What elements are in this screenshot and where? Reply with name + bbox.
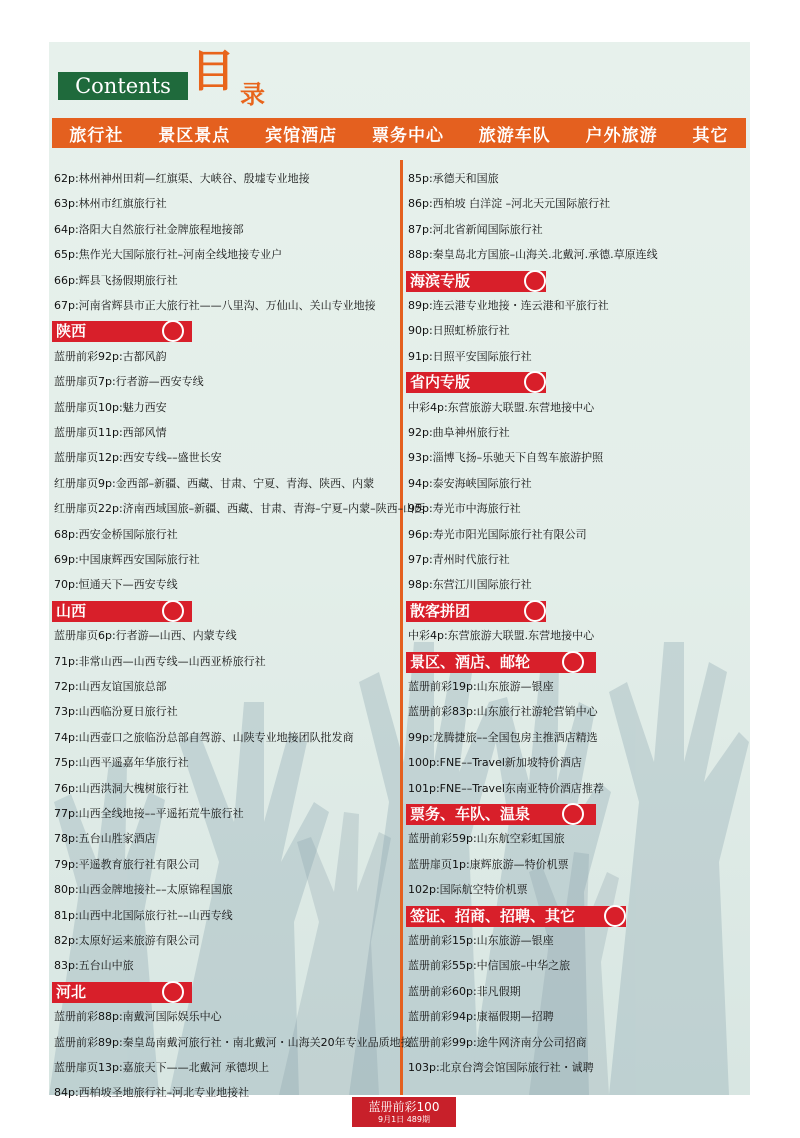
toc-entry[interactable]: 蓝册前彩83p:山东旅行社游轮营销中心 xyxy=(408,705,598,718)
toc-entry[interactable]: 87p:河北省新闻国际旅行社 xyxy=(408,223,543,236)
toc-entry[interactable]: 93p:淄博飞扬–乐驰天下自驾车旅游护照 xyxy=(408,451,604,464)
toc-entry[interactable]: 中彩4p:东营旅游大联盟.东营地接中心 xyxy=(408,629,595,642)
toc-entry[interactable]: 红册扉页22p:济南西域国旅–新疆、西藏、甘肃、青海–宁夏–内蒙–陕西–山西 xyxy=(54,502,426,515)
section-title: 陕西 xyxy=(56,322,87,340)
toc-entry[interactable]: 蓝册扉页7p:行者游—西安专线 xyxy=(54,375,204,388)
footer-page-label: 蓝册前彩100 xyxy=(368,1100,440,1114)
toc-entry[interactable]: 101p:FNE––Travel东南亚特价酒店推荐 xyxy=(408,782,604,795)
section-title: 海滨专版 xyxy=(410,272,471,290)
toc-entry[interactable]: 75p:山西平遥嘉年华旅行社 xyxy=(54,756,189,769)
toc-entry[interactable]: 蓝册前彩15p:山东旅游—银座 xyxy=(408,934,554,947)
toc-entry[interactable]: 77p:山西全线地接––平遥拓荒牛旅行社 xyxy=(54,807,244,820)
toc-entry[interactable]: 71p:非常山西—山西专线—山西亚桥旅行社 xyxy=(54,655,266,668)
section-title: 河北 xyxy=(56,983,87,1001)
section-circle-icon xyxy=(604,905,626,927)
nav-travel-agency[interactable]: 旅行社 xyxy=(69,125,124,146)
toc-entry[interactable]: 蓝册前彩88p:南戴河国际娱乐中心 xyxy=(54,1010,222,1023)
section-circle-icon xyxy=(562,803,584,825)
toc-entry[interactable]: 85p:承德天和国旅 xyxy=(408,172,499,185)
section-circle-icon xyxy=(162,320,184,342)
toc-entry[interactable]: 蓝册扉页6p:行者游—山西、内蒙专线 xyxy=(54,629,237,642)
nav-hotels[interactable]: 宾馆酒店 xyxy=(265,125,338,146)
toc-entry[interactable]: 92p:曲阜神州旅行社 xyxy=(408,426,510,439)
footer-issue-date: 9月1日 489期 xyxy=(378,1115,430,1124)
toc-entry[interactable]: 蓝册前彩94p:康福假期—招聘 xyxy=(408,1010,554,1023)
toc-entry[interactable]: 90p:日照虹桥旅行社 xyxy=(408,324,510,337)
toc-entry[interactable]: 94p:泰安海峡国际旅行社 xyxy=(408,477,532,490)
nav-scenic-spots[interactable]: 景区景点 xyxy=(158,125,231,146)
toc-entry[interactable]: 96p:寿光市阳光国际旅行社有限公司 xyxy=(408,528,587,541)
section-circle-icon xyxy=(524,600,546,622)
toc-entry[interactable]: 79p:平遥教育旅行社有限公司 xyxy=(54,858,200,871)
nav-other[interactable]: 其它 xyxy=(692,125,729,146)
toc-entry[interactable]: 81p:山西中北国际旅行社––山西专线 xyxy=(54,909,233,922)
toc-entry[interactable]: 66p:辉县飞扬假期旅行社 xyxy=(54,274,178,287)
section-circle-icon xyxy=(162,981,184,1003)
toc-entry[interactable]: 86p:西柏坡 白洋淀 –河北天元国际旅行社 xyxy=(408,197,611,210)
toc-entry[interactable]: 蓝册前彩92p:古都风韵 xyxy=(54,350,167,363)
toc-entry[interactable]: 73p:山西临汾夏日旅行社 xyxy=(54,705,178,718)
section-title: 票务、车队、温泉 xyxy=(410,805,531,823)
toc-entry[interactable]: 100p:FNE––Travel新加坡特价酒店 xyxy=(408,756,582,769)
toc-entry[interactable]: 蓝册前彩99p:途牛网济南分公司招商 xyxy=(408,1036,587,1049)
toc-entry[interactable]: 蓝册前彩55p:中信国旅–中华之旅 xyxy=(408,959,571,972)
toc-entry[interactable]: 70p:恒通天下—西安专线 xyxy=(54,578,178,591)
toc-entry[interactable]: 蓝册前彩59p:山东航空彩虹国旅 xyxy=(408,832,565,845)
section-title: 省内专版 xyxy=(410,373,471,391)
toc-entry[interactable]: 69p:中国康辉西安国际旅行社 xyxy=(54,553,200,566)
toc-entry[interactable]: 95p:寿光市中海旅行社 xyxy=(408,502,521,515)
toc-entry[interactable]: 84p:西柏坡圣地旅行社–河北专业地接社 xyxy=(54,1086,250,1099)
toc-entry[interactable]: 80p:山西金牌地接社––太原锦程国旅 xyxy=(54,883,233,896)
contents-title-char-1: 目 xyxy=(191,46,235,97)
toc-entry[interactable]: 91p:日照平安国际旅行社 xyxy=(408,350,532,363)
section-title: 山西 xyxy=(56,602,87,620)
nav-outdoor-travel[interactable]: 户外旅游 xyxy=(585,125,658,146)
toc-entry[interactable]: 89p:连云港专业地接・连云港和平旅行社 xyxy=(408,299,609,312)
toc-entry[interactable]: 68p:西安金桥国际旅行社 xyxy=(54,528,178,541)
toc-entry[interactable]: 蓝册扉页12p:西安专线––盛世长安 xyxy=(54,451,222,464)
toc-entry[interactable]: 88p:秦皇岛北方国旅–山海关.北戴河.承德.草原连线 xyxy=(408,248,658,261)
toc-entry[interactable]: 蓝册前彩19p:山东旅游—银座 xyxy=(408,680,554,693)
column-divider xyxy=(400,160,403,1095)
toc-entry[interactable]: 82p:太原好运来旅游有限公司 xyxy=(54,934,200,947)
toc-entry[interactable]: 63p:林州市红旗旅行社 xyxy=(54,197,167,210)
toc-entry[interactable]: 65p:焦作光大国际旅行社–河南全线地接专业户 xyxy=(54,248,283,261)
section-title: 景区、酒店、邮轮 xyxy=(410,653,531,671)
toc-entry[interactable]: 中彩4p:东营旅游大联盟.东营地接中心 xyxy=(408,401,595,414)
category-nav-bar xyxy=(52,118,746,148)
toc-entry[interactable]: 72p:山西友谊国旅总部 xyxy=(54,680,167,693)
toc-entry[interactable]: 97p:青州时代旅行社 xyxy=(408,553,510,566)
toc-entry[interactable]: 红册扉页9p:金西部–新疆、西藏、甘肃、宁夏、青海、陕西、内蒙 xyxy=(54,477,375,490)
toc-entry[interactable]: 64p:洛阳大自然旅行社金牌旅程地接部 xyxy=(54,223,244,236)
toc-entry[interactable]: 103p:北京台湾会馆国际旅行社・诚聘 xyxy=(408,1061,594,1074)
toc-entry[interactable]: 78p:五台山胜家酒店 xyxy=(54,832,156,845)
toc-entry[interactable]: 99p:龙腾捷旅––全国包房主推酒店精选 xyxy=(408,731,598,744)
toc-entry[interactable]: 蓝册前彩89p:秦皇岛南戴河旅行社・南北戴河・山海关20年专业品质地接 xyxy=(54,1036,412,1049)
toc-entry[interactable]: 62p:林州神州田莉—红旗渠、大峡谷、殷墟专业地接 xyxy=(54,172,310,185)
toc-entry[interactable]: 蓝册扉页13p:嘉旅天下——北戴河 承德坝上 xyxy=(54,1061,270,1074)
section-title: 签证、招商、招聘、其它 xyxy=(410,907,576,925)
toc-entry[interactable]: 蓝册前彩60p:非凡假期 xyxy=(408,985,521,998)
toc-entry[interactable]: 98p:东营江川国际旅行社 xyxy=(408,578,532,591)
toc-entry[interactable]: 74p:山西壶口之旅临汾总部自驾游、山陕专业地接团队批发商 xyxy=(54,731,354,744)
section-circle-icon xyxy=(562,651,584,673)
toc-entry[interactable]: 67p:河南省辉县市正大旅行社——八里沟、万仙山、关山专业地接 xyxy=(54,299,376,312)
toc-entry[interactable]: 76p:山西洪洞大槐树旅行社 xyxy=(54,782,189,795)
toc-entry[interactable]: 102p:国际航空特价机票 xyxy=(408,883,528,896)
section-circle-icon xyxy=(524,270,546,292)
nav-ticket-center[interactable]: 票务中心 xyxy=(371,125,444,146)
section-circle-icon xyxy=(162,600,184,622)
contents-logo: Contents xyxy=(58,72,188,100)
toc-entry[interactable]: 蓝册扉页11p:西部风情 xyxy=(54,426,167,439)
toc-entry[interactable]: 蓝册扉页1p:康辉旅游—特价机票 xyxy=(408,858,569,871)
toc-entry[interactable]: 83p:五台山中旅 xyxy=(54,959,134,972)
nav-tour-fleet[interactable]: 旅游车队 xyxy=(478,125,551,146)
contents-title-char-2: 录 xyxy=(240,80,266,109)
toc-entry[interactable]: 蓝册扉页10p:魅力西安 xyxy=(54,401,167,414)
section-circle-icon xyxy=(524,371,546,393)
section-title: 散客拼团 xyxy=(410,602,471,620)
